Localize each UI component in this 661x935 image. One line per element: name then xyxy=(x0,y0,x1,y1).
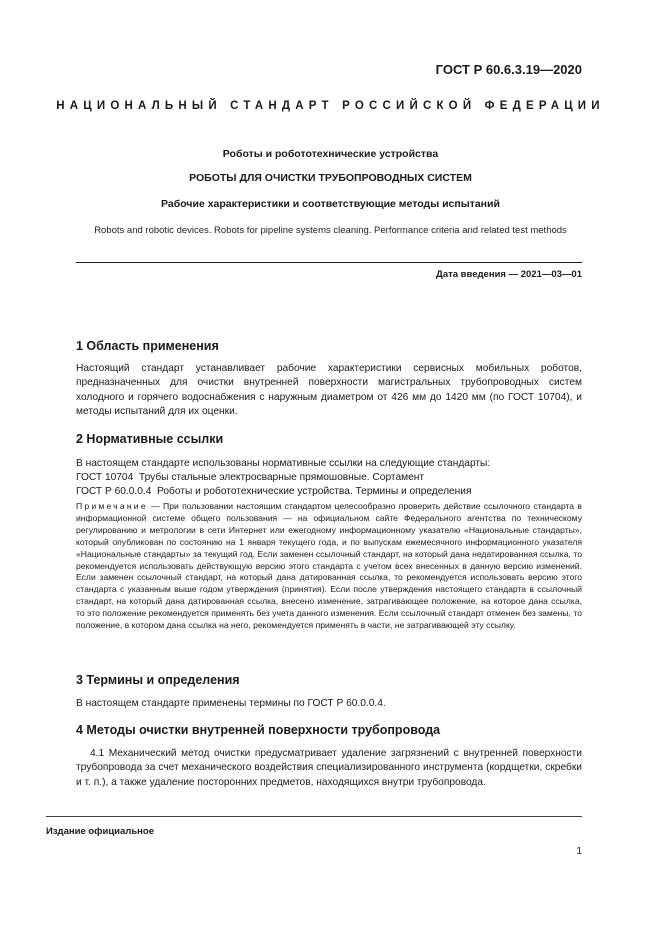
section-2-note xyxy=(76,501,582,632)
section-1-paragraph: Настоящий стандарт устанавливает рабочие характеристики сервисных мобильных роботов, предназначенных для очистки внутренней поверхности магистральных трубопроводных систем холодного и горячего водоснабжения с наружным диаметром от 426 мм до 1420 мм (по ГОСТ 10704), и методы испытаний для их оценки. xyxy=(76,363,582,417)
introduction-date: Дата введения — 2021—03—01 xyxy=(436,269,582,280)
section-2-heading: 2 Нормативные ссылки xyxy=(76,432,224,446)
note-text: — При пользовании настоящим стандартом целесообразно проверить действие ссылочного стандарта в информационной системе общего пользования — на официальном сайте Федерального агентства по техническому регулированию и метрологии в сети Интернет или ежегодному информационному указателю «Национальные стандарты», который опубликован по состоянию на 1 января текущего года, и по выпускам ежемесячного информационного указателя «Национальные стандарты» за текущий год. Если заменен ссылочный стандарт, на который дана недатированная ссылка, то рекомендуется использовать действующую версию этого стандарта с учетом всех внесенных в данную версию изменений. Если заменен ссылочный стандарт, на который дана датированная ссылка, то рекомендуется использовать версию этого стандарта с указанным выше годом утверждения (принятия). Если после утверждения настоящего стандарта в ссылочный стандарт, на который дана датированная ссылка, внесено изменение, затрагивающее положение, на которое дана ссылка, то это положение рекомендуется применять без учета данного изменения. Если ссылочный стандарт отменен без замены, то положение, в котором дана ссылка на него, рекомендуется применять в части, не затрагивающей эту ссылку. xyxy=(76,501,582,631)
title-line-1: Роботы и робототехнические устройства xyxy=(222,148,439,160)
page-number: 1 xyxy=(576,846,582,857)
title-line-2: РОБОТЫ ДЛЯ ОЧИСТКИ ТРУБОПРОВОДНЫХ СИСТЕМ xyxy=(189,172,472,184)
reference-gost-10704: ГОСТ 10704 Трубы стальные электросварные прямошовные. Сортамент xyxy=(76,472,425,483)
reference-gost-r-60-0-0-4: ГОСТ Р 60.0.0.4 Роботы и робототехнические устройства. Термины и определения xyxy=(76,486,472,497)
footer-divider xyxy=(46,816,582,817)
title-english: Robots and robotic devices. Robots for pipeline systems cleaning. Performance criteria and related test methods xyxy=(94,225,567,236)
official-edition-label: Издание официальное xyxy=(46,826,154,837)
section-1-text xyxy=(76,362,582,419)
section-4-paragraph: 4.1 Механический метод очистки предусматривает удаление загрязнений с внутренней поверхности трубопровода за счет механического воздействия специализированного инструмента (кордщетки, скребки и т. п.), а также удаление посторонних предметов, находящихся внутри трубопровода. xyxy=(76,748,582,788)
national-standard-banner: НАЦИОНАЛЬНЫЙ СТАНДАРТ РОССИЙСКОЙ ФЕДЕРАЦИИ xyxy=(56,100,605,112)
section-1-heading: 1 Область применения xyxy=(76,339,219,353)
section-3-text: В настоящем стандарте применены термины по ГОСТ Р 60.0.0.4. xyxy=(76,698,386,709)
note-label: Примечание xyxy=(76,501,148,511)
document-designation: ГОСТ Р 60.6.3.19—2020 xyxy=(435,62,582,77)
section-4-heading: 4 Методы очистки внутренней поверхности трубопровода xyxy=(76,723,441,737)
title-line-3: Рабочие характеристики и соответствующие методы испытаний xyxy=(161,198,500,210)
title-divider xyxy=(76,262,582,263)
section-3-heading: 3 Термины и определения xyxy=(76,673,240,687)
section-2-intro: В настоящем стандарте использованы нормативные ссылки на следующие стандарты: xyxy=(76,458,491,469)
section-4-text xyxy=(76,747,582,790)
